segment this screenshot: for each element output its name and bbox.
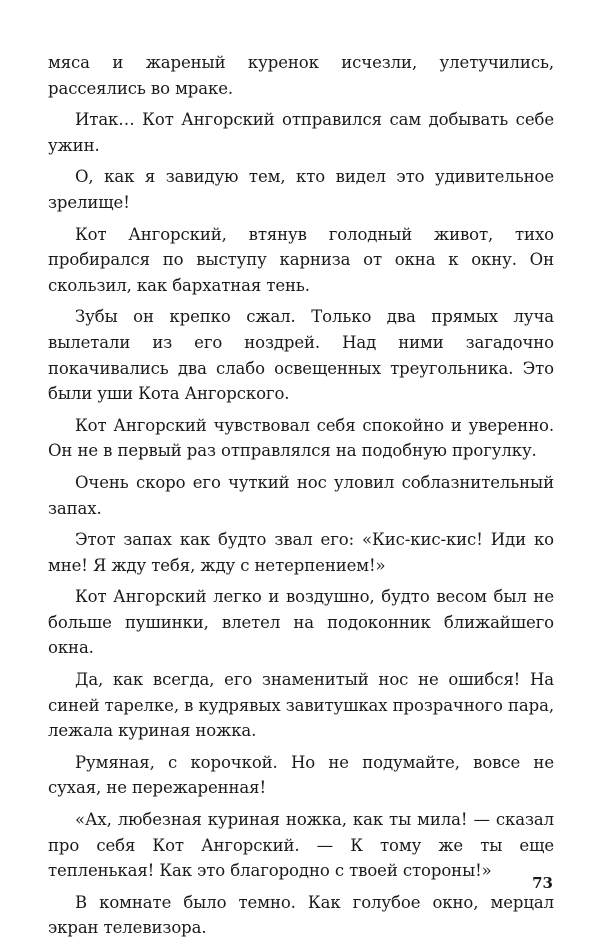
paragraph: Этот запах как будто звал его: «Кис-кис-кис! Иди ко мне! Я жду тебя, жду с нетерпением!» (48, 530, 554, 575)
paragraph: Кот Ангорский легко и воздушно, будто весом был не больше пушинки, влетел на подоконник ближайшего окна. (48, 587, 554, 658)
body-text (48, 50, 554, 947)
paragraph: Кот Ангорский чувствовал себя спокойно и уверенно. Он не в первый раз отправлялся на подобную прогулку. (48, 415, 554, 461)
paragraph: мяса и жареный куренок исчезли, улетучились, рассеялись во мраке. (48, 53, 554, 98)
paragraph: «Ах, любезная куриная ножка, как ты мила! — сказал про себя Кот Ангорский. — К тому же ты еще тепленькая! Как это благородно с твоей стороны!» (48, 810, 554, 881)
paragraph: О, как я завидую тем, кто видел это удивительное зрелище! (48, 167, 554, 212)
paragraph: Румяная, с корочкой. Но не подумайте, вовсе не сухая, не пережаренная! (48, 752, 554, 798)
paragraph: Кот Ангорский, втянув голодный живот, тихо пробирался по выступу карниза от окна к окну. Он скользил, как бархатная тень. (48, 224, 554, 295)
paragraph: Очень скоро его чуткий нос уловил соблазнительный запах. (48, 472, 554, 518)
paragraph: Итак… Кот Ангорский отправился сам добывать себе ужин. (48, 110, 554, 155)
page-number: 73 (532, 874, 553, 892)
paragraph: Да, как всегда, его знаменитый нос не ошибся! На синей тарелке, в кудрявых завитушках прозрачного пара, лежала куриная ножка. (48, 670, 554, 741)
paragraph: В комнате было темно. Как голубое окно, мерцал экран телевизора. (48, 892, 554, 938)
paragraph: Зубы он крепко сжал. Только два прямых луча вылетали из его ноздрей. Над ними загадочно покачивались два слабо освещенных треугольника. Это были уши Кота Ангорского. (48, 307, 554, 404)
